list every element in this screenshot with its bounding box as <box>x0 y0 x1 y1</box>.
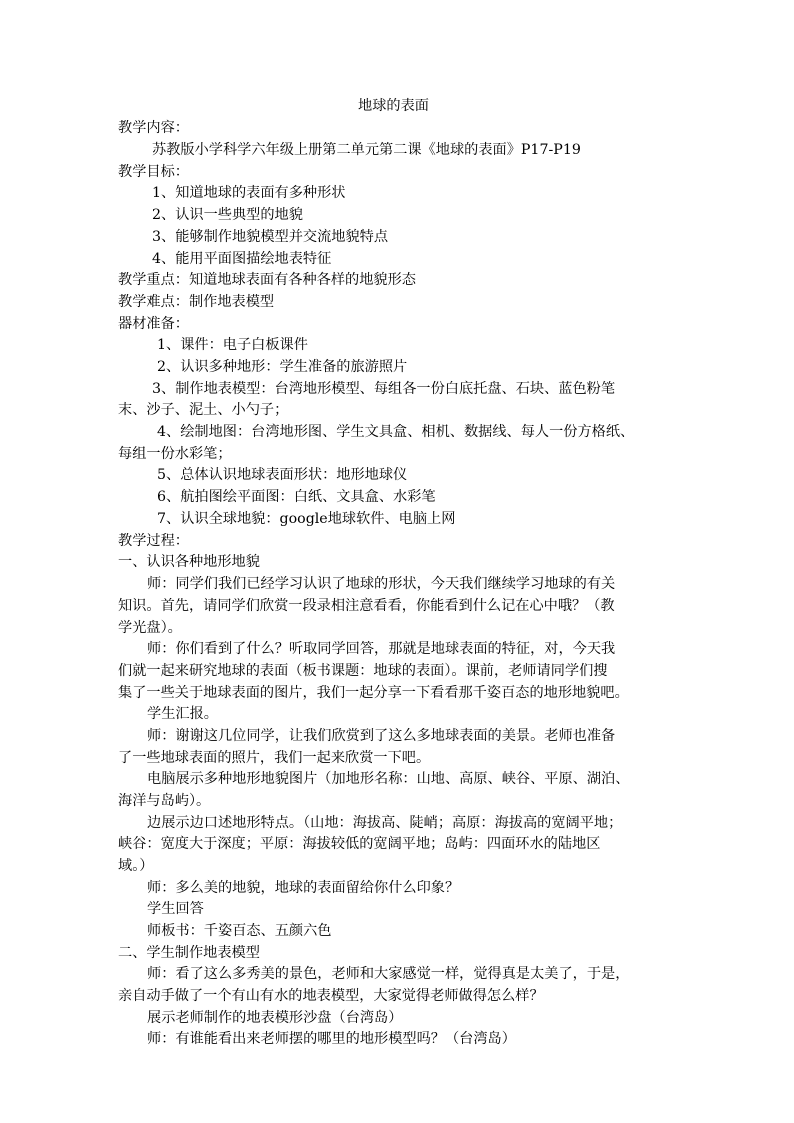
section-heading-materials: 器材准备： <box>118 316 189 332</box>
text-line: 峡谷：宽度大于深度；平原：海拔较低的宽阔平地；岛屿：四面环水的陆地区 <box>118 836 601 852</box>
text-line: 末、沙子、泥土、小勺子； <box>118 402 289 418</box>
list-item: 5、总体认识地球表面形状：地形地球仪 <box>157 467 408 483</box>
text-line: 展示老师制作的地表模形沙盘（台湾岛） <box>147 1010 403 1026</box>
section-heading-content: 教学内容： <box>118 120 189 136</box>
text-line: 每组一份水彩笔； <box>118 446 232 462</box>
section-heading-difficulties: 教学难点：制作地表模型 <box>118 294 275 310</box>
text-line: 了一些地球表面的照片，我们一起来欣赏一下吧。 <box>118 750 431 766</box>
list-item: 3、能够制作地貌模型并交流地貌特点 <box>152 229 389 245</box>
text-line: 师：你们看到了什么？听取同学回答，那就是地球表面的特征，对，今天我 <box>147 641 616 657</box>
list-item: 6、航拍图绘平面图：白纸、文具盒、水彩笔 <box>157 489 436 505</box>
text-line: 亲自动手做了一个有山有水的地表模型，大家觉得老师做得怎么样？ <box>118 988 544 1004</box>
text-line: 师：同学们我们已经学习认识了地球的形状，今天我们继续学习地球的有关 <box>147 576 616 592</box>
list-item: 3、制作地表模型：台湾地形模型、每组各一份白底托盘、石块、蓝色粉笔 <box>152 381 616 397</box>
list-item: 4、绘制地图：台湾地形图、学生文具盒、相机、数据线、每人一份方格纸、 <box>157 424 635 440</box>
list-item: 2、认识一些典型的地貌 <box>152 207 303 223</box>
text-line: 边展示边口述地形特点。（山地：海拔高、陡峭；高原：海拔高的宽阔平地； <box>147 815 623 831</box>
text-line: 电脑展示多种地形地貌图片（加地形名称：山地、高原、峡谷、平原、湖泊、 <box>147 771 630 787</box>
section-heading-key-points: 教学重点：知道地球表面有各种各样的地貌形态 <box>118 272 416 288</box>
text-line: 知识。首先，请同学们欣赏一段录相注意看看，你能看到什么记在心中哦？（教 <box>118 598 615 614</box>
text-line: 域。） <box>118 858 154 874</box>
text-line: 师板书：千姿百态、五颜六色 <box>147 923 332 939</box>
list-item: 1、课件：电子白板课件 <box>157 337 308 353</box>
document-title: 地球的表面 <box>358 98 429 114</box>
list-item: 4、能用平面图描绘地表特征 <box>152 251 332 267</box>
text-line: 苏教版小学科学六年级上册第二单元第二课《地球的表面》P17-P19 <box>152 142 581 158</box>
list-item: 7、认识全球地貌：google地球软件、电脑上网 <box>157 511 456 527</box>
text-line: 师：谢谢这几位同学，让我们欣赏到了这么多地球表面的美景。老师也准备 <box>147 728 616 744</box>
text-line: 学光盘）。 <box>118 620 182 636</box>
subsection-heading: 二、学生制作地表模型 <box>118 945 260 961</box>
subsection-heading: 一、认识各种地形地貌 <box>118 554 260 570</box>
section-heading-process: 教学过程： <box>118 533 189 549</box>
text-line: 师：看了这么多秀美的景色，老师和大家感觉一样，觉得真是太美了，于是， <box>147 966 630 982</box>
text-line: 集了一些关于地球表面的图片，我们一起分享一下看看那千姿百态的地形地貌吧。 <box>118 685 629 701</box>
text-line: 师：多么美的地貌，地球的表面留给你什么印象？ <box>147 880 460 896</box>
text-line: 们就一起来研究地球的表面（板书课题：地球的表面）。课前，老师请同学们搜 <box>118 663 608 679</box>
list-item: 2、认识多种地形：学生准备的旅游照片 <box>157 359 408 375</box>
text-line: 海洋与岛屿）。 <box>118 793 211 809</box>
text-line: 学生汇报。 <box>147 706 218 722</box>
text-line: 学生回答 <box>147 901 204 917</box>
text-line: 师：有谁能看出来老师摆的哪里的地形模型吗？（台湾岛） <box>147 1031 516 1047</box>
list-item: 1、知道地球的表面有多种形状 <box>152 185 346 201</box>
section-heading-objectives: 教学目标： <box>118 164 189 180</box>
